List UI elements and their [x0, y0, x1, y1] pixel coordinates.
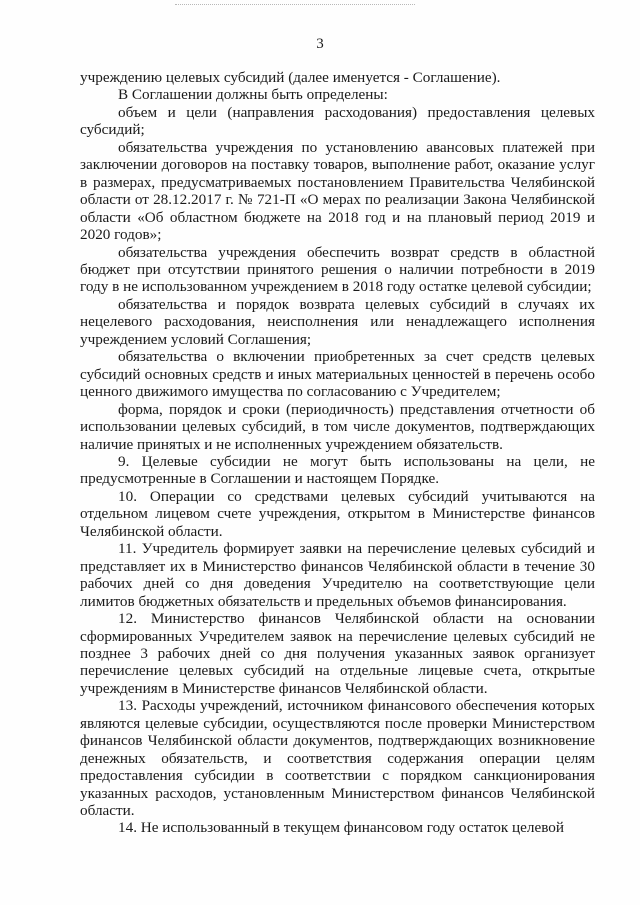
- paragraph-advance-payments: обязательства учреждения по установлению авансовых платежей при заключении договоров на поставку товаров, выполнение работ, оказание услуг в размерах, предусматриваемых постановлением Правительства Челябинской области от 28.12.2017 г. № 721-П «О мерах по реализации Закона Челябинской области «Об областном бюджете на 2018 год и на плановый период 2019 и 2020 годов»;: [80, 138, 595, 244]
- paragraph-agreement-intro: В Соглашении должны быть определены:: [118, 86, 388, 104]
- paragraph-volume-goals: объем и цели (направления расходования) предоставления целевых субсидий;: [80, 103, 595, 139]
- paragraph-continuation: учреждению целевых субсидий (далее именуется - Соглашение).: [80, 69, 501, 86]
- paragraph-item-13: 13. Расходы учреждений, источником финансового обеспечения которых являются целевые субсидии, осуществляются после проверки Министерством финансов Челябинской области документов, подтверждающих возникновение денежных обязательств, и соответствия содержания операции целям предоставления субсидии в соответствии с порядком санкционирования указанных расходов, установленным Министерством финансов Челябинской области.: [80, 697, 595, 820]
- paragraph-item-10: 10. Операции со средствами целевых субсидий учитываются на отдельном лицевом счете учреждения, открытом в Министерстве финансов Челябинской области.: [80, 487, 595, 540]
- scan-artifact-dots: [175, 4, 415, 7]
- paragraph-reporting: форма, порядок и сроки (периодичность) представления отчетности об использовании целевых субсидий, в том числе документов, подтверждающих наличие принятых и не исполненных учреждением обязательств.: [80, 400, 595, 453]
- page-number: 3: [316, 36, 324, 52]
- paragraph-return-funds: обязательства учреждения обеспечить возврат средств в областной бюджет при отсутствии принятого решения о наличии потребности в 2019 году в не использованном учреждением в 2018 году остатке целевой субсидии;: [80, 243, 595, 296]
- paragraph-fixed-assets: обязательства о включении приобретенных за счет средств целевых субсидий основных средств и иных материальных ценностей в перечень особо ценного движимого имущества по согласованию с Учредителем;: [80, 348, 595, 401]
- paragraph-item-12: 12. Министерство финансов Челябинской области на основании сформированных Учредителем заявок на перечисление целевых субсидий не позднее 3 рабочих дней со дня получения указанных заявок организует перечисление целевых субсидий на отдельные лицевые счета, открытые учреждениям в Министерстве финансов Челябинской области.: [80, 610, 595, 697]
- paragraph-item-14: 14. Не использованный в текущем финансовом году остаток целевой: [118, 819, 564, 837]
- paragraph-misuse-return: обязательства и порядок возврата целевых субсидий в случаях их нецелевого расходования, неисполнения или ненадлежащего исполнения учреждением условий Соглашения;: [80, 295, 595, 348]
- body-text: [80, 69, 595, 837]
- paragraph-item-9: 9. Целевые субсидии не могут быть использованы на цели, не предусмотренные в Соглашении и настоящем Порядке.: [80, 452, 595, 488]
- paragraph-item-11: 11. Учредитель формирует заявки на перечисление целевых субсидий и представляет их в Министерство финансов Челябинской области в течение 30 рабочих дней со дня доведения Учредителю на соответствующие цели лимитов бюджетных обязательств и предельных объемов финансирования.: [80, 540, 595, 610]
